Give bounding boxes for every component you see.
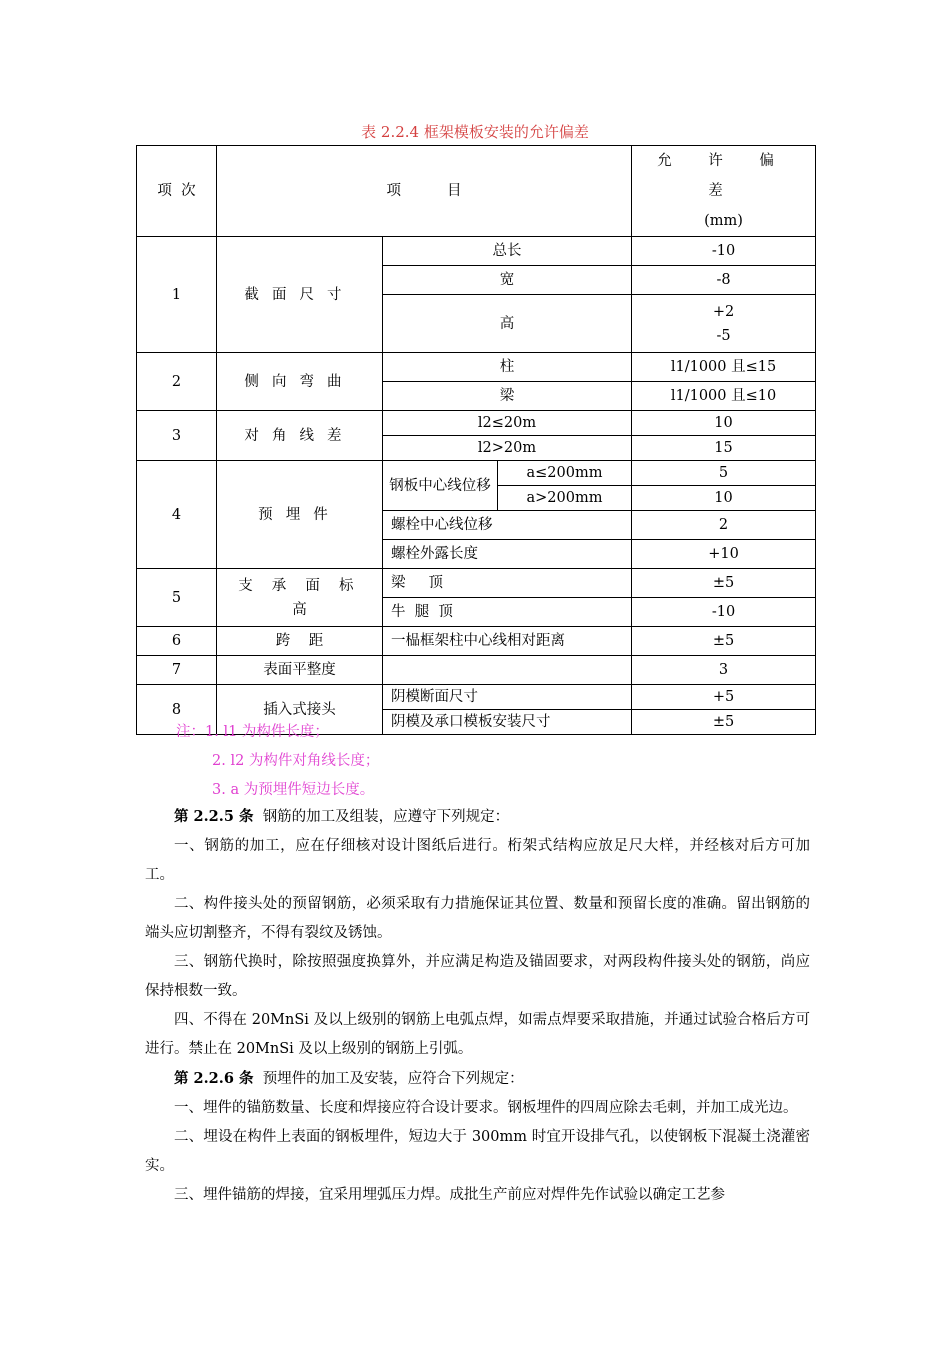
row-item-line1: 支 承 面 标 <box>238 577 361 594</box>
table-row <box>137 569 816 598</box>
clause-intro: 预埋件的加工及安装，应符合下列规定： <box>262 1071 524 1087</box>
header-tolerance <box>632 146 816 237</box>
row-value: 10 <box>632 486 816 511</box>
clause-number: 第 2.2.5 条 <box>174 808 254 825</box>
row-subitem: 阴模及承口模板安装尺寸 <box>383 710 632 735</box>
row-item: 截面尺寸 <box>217 237 383 353</box>
header-tolerance-label: 允 许 偏 差 <box>657 153 790 199</box>
row-number: 8 <box>137 685 217 735</box>
clause-number: 第 2.2.6 条 <box>174 1070 254 1087</box>
row-subitem-condition: a≤200mm <box>498 461 632 486</box>
row-subitem: 牛 腿 顶 <box>383 598 632 627</box>
row-value-lower: -5 <box>716 327 731 344</box>
table-row <box>137 627 816 656</box>
header-tolerance-unit: (mm) <box>704 213 743 229</box>
row-item-line2: 高 <box>292 601 307 618</box>
row-value <box>632 295 816 353</box>
row-value: 10 <box>632 411 816 436</box>
row-item <box>217 569 383 627</box>
note-3: 3. a 为预埋件短边长度。 <box>212 782 375 798</box>
row-value: 5 <box>632 461 816 486</box>
row-value: l1/1000 且≤10 <box>632 382 816 411</box>
note-1: 注：1. l1 为构件长度； <box>176 724 329 740</box>
row-item: 侧向弯曲 <box>217 353 383 411</box>
table-caption: 表 2.2.4 框架模板安装的允许偏差 <box>361 123 589 141</box>
paragraph: 四、不得在 20MnSi 及以上级别的钢筋上电弧点焊，如需点焊要采取措施，并通过试验合格后方可进行。禁止在 20MnSi 及以上级别的钢筋上引弧。 <box>145 1012 810 1057</box>
row-item: 预埋件 <box>217 461 383 569</box>
row-number: 1 <box>137 237 217 353</box>
row-subitem: 梁 顶 <box>383 569 632 598</box>
row-subitem: 阴模断面尺寸 <box>383 685 632 710</box>
paragraph: 一、埋件的锚筋数量、长度和焊接应符合设计要求。钢板埋件的四周应除去毛刺，并加工成光边。 <box>174 1100 798 1116</box>
table-row <box>137 411 816 436</box>
note-2: 2. l2 为构件对角线长度； <box>212 753 380 769</box>
row-number: 2 <box>137 353 217 411</box>
row-subitem: l2≤20m <box>383 411 632 436</box>
row-value: 2 <box>632 511 816 540</box>
row-value: 3 <box>632 656 816 685</box>
row-value: -10 <box>632 237 816 266</box>
row-number: 6 <box>137 627 217 656</box>
paragraph: 二、埋设在构件上表面的钢板埋件，短边大于 300mm 时宜开设排气孔，以使钢板下混凝土浇灌密实。 <box>145 1129 810 1174</box>
row-number: 3 <box>137 411 217 461</box>
table-row <box>137 237 816 266</box>
row-subitem: 总长 <box>383 237 632 266</box>
paragraph: 一、钢筋的加工，应在仔细核对设计图纸后进行。桁架式结构应放足尺大样，并经核对后方可加工。 <box>145 838 810 883</box>
row-value: ±5 <box>632 710 816 735</box>
row-item: 跨 距 <box>217 627 383 656</box>
row-subitem <box>383 656 632 685</box>
row-value: +10 <box>632 540 816 569</box>
row-subitem: 一榀框架柱中心线相对距离 <box>383 627 632 656</box>
section-heading <box>145 802 810 832</box>
section-heading <box>145 1064 810 1094</box>
table-notes <box>176 718 379 805</box>
header-item: 项 目 <box>217 146 632 237</box>
row-subitem: 钢板中心线位移 <box>383 461 498 511</box>
row-subitem: 螺栓中心线位移 <box>383 511 632 540</box>
row-value: +5 <box>632 685 816 710</box>
table-row <box>137 685 816 710</box>
clause-intro: 钢筋的加工及组装，应遵守下列规定： <box>262 809 510 825</box>
row-value: -10 <box>632 598 816 627</box>
row-item: 插入式接头 <box>217 685 383 735</box>
paragraph: 三、埋件锚筋的焊接，宜采用埋弧压力焊。成批生产前应对焊件先作试验以确定工艺参 <box>174 1187 725 1203</box>
header-no: 项 次 <box>137 146 217 237</box>
row-number: 7 <box>137 656 217 685</box>
row-subitem: 柱 <box>383 353 632 382</box>
body-text <box>145 802 810 1210</box>
row-subitem: 高 <box>383 295 632 353</box>
table-row <box>137 656 816 685</box>
table-row <box>137 461 816 486</box>
row-subitem: l2>20m <box>383 436 632 461</box>
row-item: 表面平整度 <box>217 656 383 685</box>
row-value-upper: +2 <box>712 303 735 320</box>
table-row <box>137 353 816 382</box>
row-number: 4 <box>137 461 217 569</box>
row-value: ±5 <box>632 627 816 656</box>
row-value: -8 <box>632 266 816 295</box>
paragraph: 三、钢筋代换时，除按照强度换算外，并应满足构造及锚固要求，对两段构件接头处的钢筋，尚应保持根数一致。 <box>145 954 810 999</box>
row-subitem: 宽 <box>383 266 632 295</box>
row-item: 对角线差 <box>217 411 383 461</box>
row-subitem-condition: a>200mm <box>498 486 632 511</box>
row-subitem: 螺栓外露长度 <box>383 540 632 569</box>
row-value: l1/1000 且≤15 <box>632 353 816 382</box>
tolerance-table <box>136 145 816 735</box>
table-header-row <box>137 146 816 237</box>
row-number: 5 <box>137 569 217 627</box>
paragraph: 二、构件接头处的预留钢筋，必须采取有力措施保证其位置、数量和预留长度的准确。留出钢筋的端头应切割整齐，不得有裂纹及锈蚀。 <box>145 896 810 941</box>
row-value: 15 <box>632 436 816 461</box>
row-value: ±5 <box>632 569 816 598</box>
row-subitem: 梁 <box>383 382 632 411</box>
